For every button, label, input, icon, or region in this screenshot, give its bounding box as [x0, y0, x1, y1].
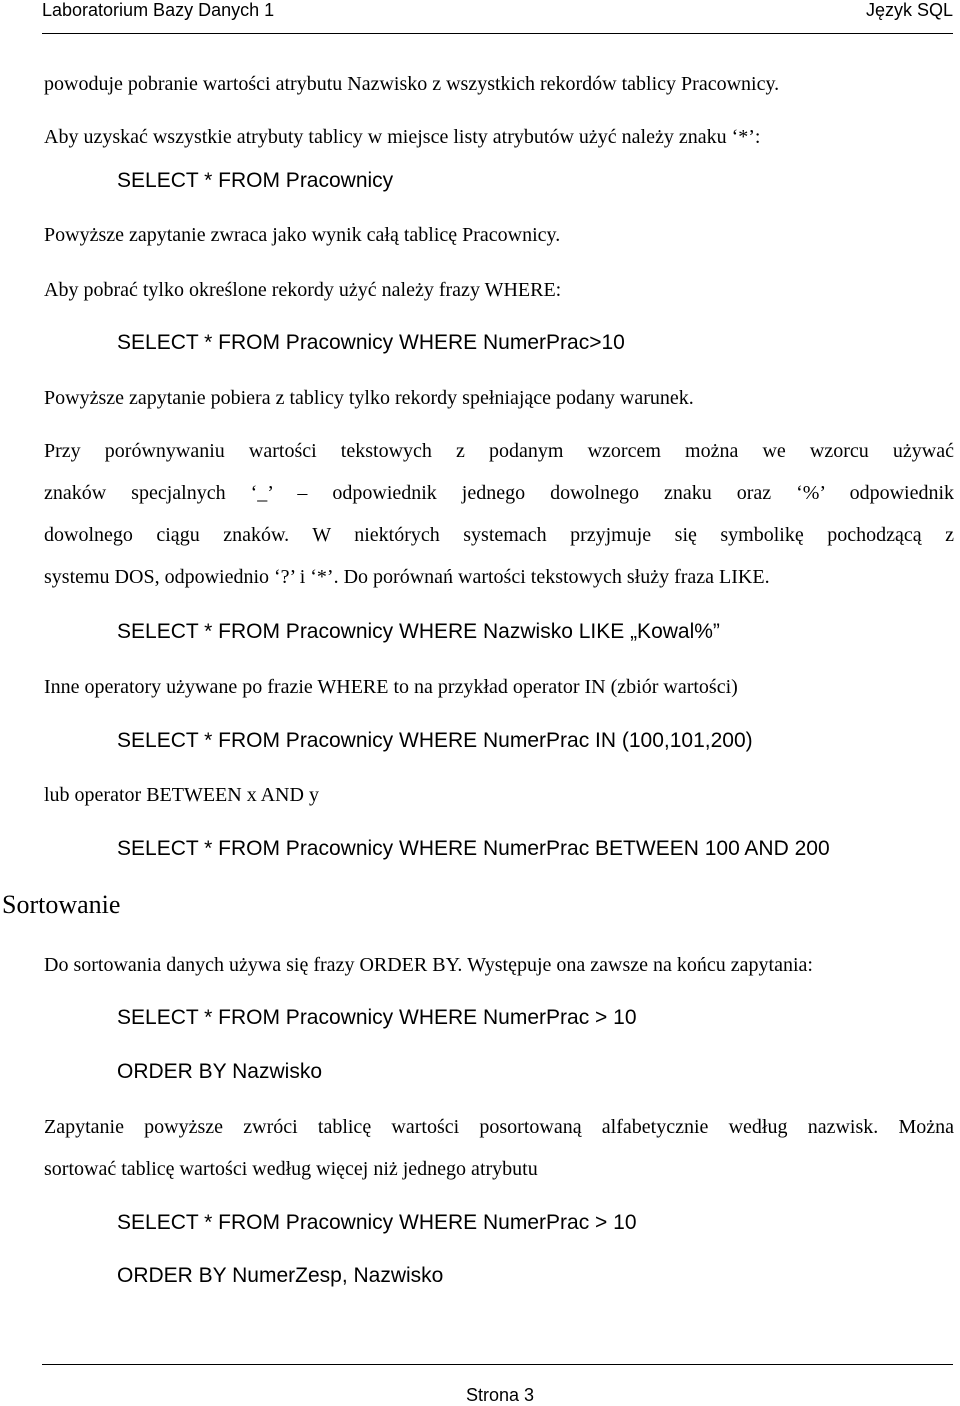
code-line: SELECT * FROM Pracownicy WHERE NumerPrac BETWEEN 100 AND 200: [117, 837, 830, 860]
code-line: SELECT * FROM Pracownicy: [117, 169, 394, 192]
code-line: ORDER BY NumerZesp, Nazwisko: [117, 1264, 444, 1287]
paragraph-line: Zapytanie powyższe zwróci tablicę wartości posortowaną alfabetycznie według nazwisk. Można: [44, 1116, 954, 1138]
paragraph-wildcards: [44, 430, 954, 598]
paragraph: Powyższe zapytanie pobiera z tablicy tylko rekordy spełniające podany warunek.: [44, 387, 694, 409]
paragraph-line: sortować tablicę wartości według więcej niż jednego atrybutu: [44, 1158, 538, 1180]
paragraph: Do sortowania danych używa się frazy ORDER BY. Występuje ona zawsze na końcu zapytania:: [44, 954, 813, 976]
code-line: SELECT * FROM Pracownicy WHERE Nazwisko LIKE „Kowal%”: [117, 620, 720, 643]
code-line: SELECT * FROM Pracownicy WHERE NumerPrac > 10: [117, 1006, 637, 1029]
header-section: Język SQL: [865, 0, 953, 20]
code-line: SELECT * FROM Pracownicy WHERE NumerPrac>10: [117, 331, 625, 354]
paragraph: powoduje pobranie wartości atrybutu Nazwisko z wszystkich rekordów tablicy Pracownicy.: [44, 73, 780, 95]
page-header: [42, 0, 953, 34]
section-heading: Sortowanie: [2, 890, 121, 919]
paragraph: lub operator BETWEEN x AND y: [44, 784, 319, 806]
paragraph-line: Przy porównywaniu wartości tekstowych z podanym wzorcem można we wzorcu używać: [44, 440, 954, 462]
paragraph: Inne operatory używane po frazie WHERE to na przykład operator IN (zbiór wartości): [44, 676, 738, 698]
paragraph: Aby uzyskać wszystkie atrybuty tablicy w miejsce listy atrybutów użyć należy znaku ‘*’:: [44, 126, 761, 148]
header-title: Laboratorium Bazy Danych 1: [42, 0, 275, 20]
paragraph-sorting: [44, 1106, 954, 1190]
paragraph: Aby pobrać tylko określone rekordy użyć należy frazy WHERE:: [44, 279, 562, 301]
paragraph-line: systemu DOS, odpowiednio ‘?’ i ‘*’. Do porównań wartości tekstowych służy fraza LIKE.: [44, 566, 770, 588]
paragraph-line: dowolnego ciągu znaków. W niektórych systemach przyjmuje się symbolikę pochodzącą z: [44, 524, 954, 546]
paragraph-line: znaków specjalnych ‘_’ – odpowiednik jednego dowolnego znaku oraz ‘%’ odpowiednik: [44, 482, 954, 504]
paragraph: Powyższe zapytanie zwraca jako wynik całą tablicę Pracownicy.: [44, 224, 561, 246]
code-line: SELECT * FROM Pracownicy WHERE NumerPrac > 10: [117, 1211, 637, 1234]
page-number: Strona 3: [465, 1385, 535, 1405]
code-line: ORDER BY Nazwisko: [117, 1060, 322, 1083]
footer-divider: [42, 1364, 953, 1365]
code-line: SELECT * FROM Pracownicy WHERE NumerPrac IN (100,101,200): [117, 729, 753, 752]
